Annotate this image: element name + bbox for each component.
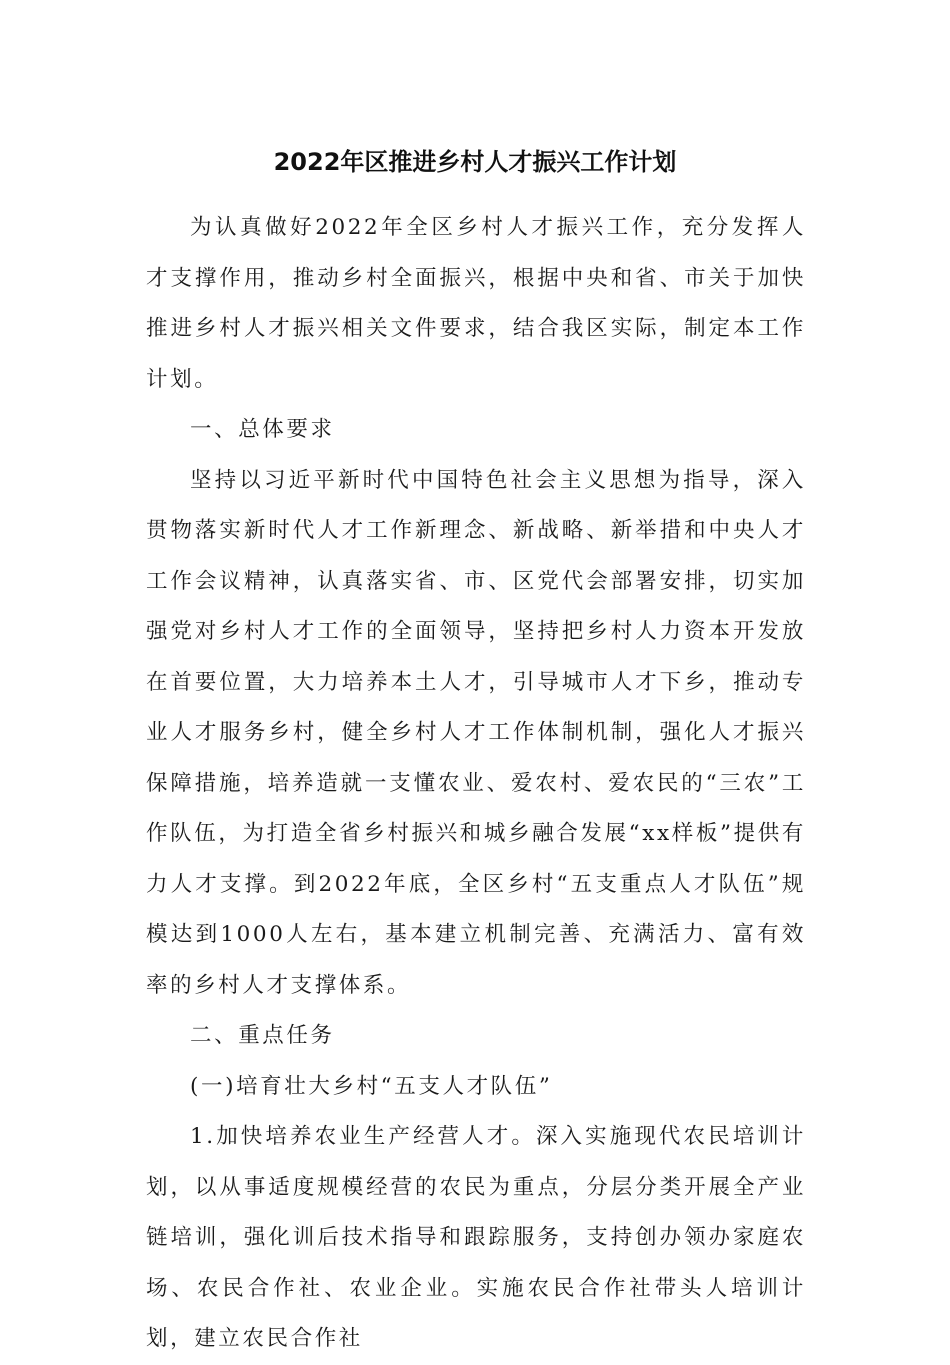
task-item-1-paragraph: 1.加快培养农业生产经营人才。深入实施现代农民培训计划，以从事适度规模经营的农民为重点，分层分类开展全产业链培训，强化训后技术指导和跟踪服务，支持创办领办家庭农场、农民合作社、农业企业。实施农民合作社带头人培训计划，建立农民合作社 — [146, 1124, 806, 1351]
general-requirements-paragraph: 坚持以习近平新时代中国特色社会主义思想为指导，深入贯物落实新时代人才工作新理念、新战略、新举措和中央人才工作会议精神，认真落实省、市、区党代会部署安排，切实加强党对乡村人才工作的全面领导，坚持把乡村人力资本开发放在首要位置，大力培养本土人才，引导城市人才下乡，推动专业人才服务乡村，健全乡村人才工作体制机制，强化人才振兴保障措施，培养造就一支懂农业、爱农村、爱农民的“三农”工作队伍，为打造全省乡村振兴和城乡融合发展“xx样板”提供有力人才支撑。到2022年底，全区乡村“五支重点人才队伍”规模达到1000人左右，基本建立机制完善、充满活力、富有效率的乡村人才支撑体系。 — [146, 467, 806, 998]
subsection-heading-five-teams: (一)培育壮大乡村“五支人才队伍” — [190, 1073, 553, 1099]
section-heading-general-requirements: 一、总体要求 — [190, 417, 335, 442]
intro-paragraph: 为认真做好2022年全区乡村人才振兴工作，充分发挥人才支撑作用，推动乡村全面振兴，根据中央和省、市关于加快推进乡村人才振兴相关文件要求，结合我区实际，制定本工作计划。 — [146, 215, 806, 392]
document-body — [146, 203, 806, 1365]
section-heading-key-tasks: 二、重点任务 — [190, 1023, 335, 1048]
document-title: 2022年区推进乡村人才振兴工作计划 — [273, 148, 677, 176]
